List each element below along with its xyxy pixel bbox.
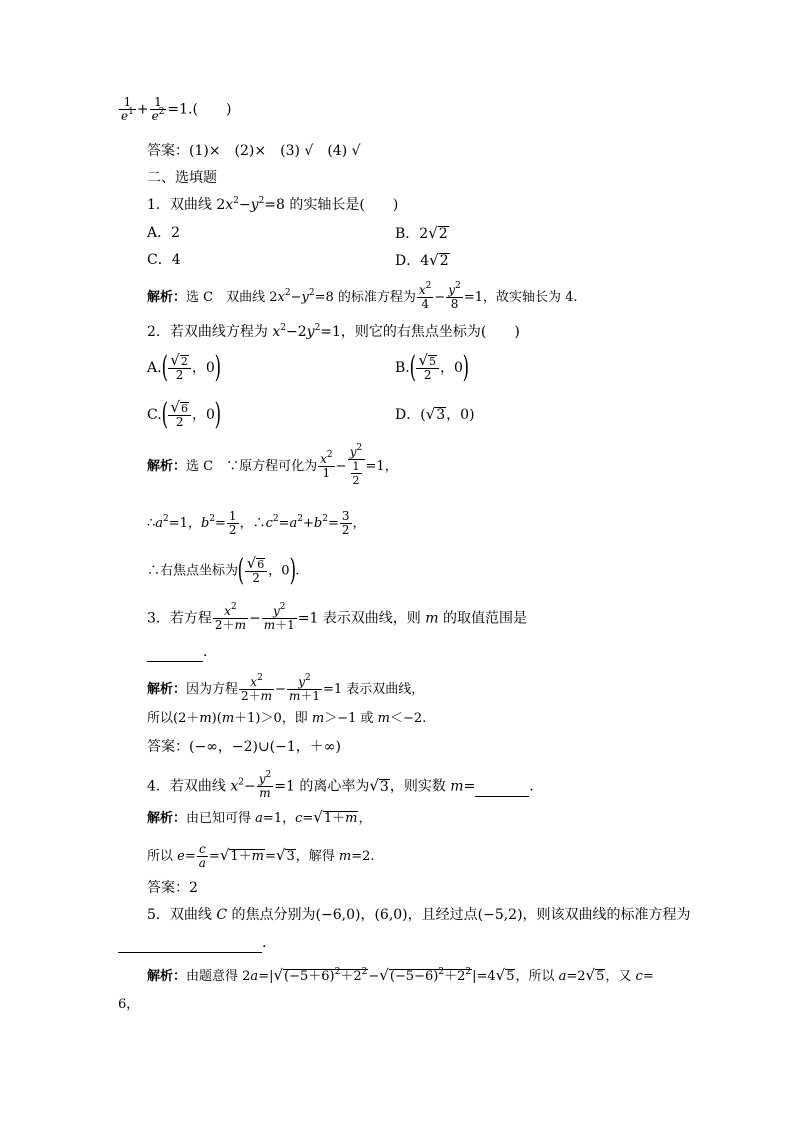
continuation-item: $\frac{1}{e^1}$ + $\frac{1}{e^2}$ =1.( )	[121, 95, 232, 123]
q2-option-d: D．(√3，0)	[395, 405, 475, 423]
question-2-stem: 2．若双曲线方程为 $x^2-2y^2=1$，则它的右焦点坐标为( )	[147, 323, 520, 340]
q4-answer: 答案：2	[147, 880, 198, 896]
q1-solution: 解析：选 C 双曲线 $2x^2-y^2=8$ 的标准方程为 $\frac{x^2}{4}$ − $\frac{y^2}{8}$ =1，故实轴长为 4.	[147, 281, 578, 311]
answer-1: 答案：(1)× (2)× (3) √ (4) √	[147, 143, 361, 159]
q1-option-b: B．2√2	[395, 224, 448, 242]
q3-answer-blank: .	[147, 643, 207, 662]
q1-option-c: C．4	[147, 252, 181, 268]
q2-option-b: B.( $\frac{√5}{2}$ ，0)	[395, 350, 470, 385]
q1-option-d: D．4√2	[395, 251, 449, 269]
q3-answer: 答案：(−∞，−2)∪(−1，＋∞)	[147, 739, 341, 755]
section-title: 二、选填题	[147, 170, 217, 186]
q2-solution-line-3: ∴右焦点坐标为( $\frac{√6}{2}$ ，0).	[147, 553, 300, 588]
question-1-stem: 1．双曲线 $2x^2-y^2=8$ 的实轴长是( )	[147, 196, 399, 213]
q2-solution-line-2: $\therefore a^2=1$，$b^2=$ $\frac{1}{2}$ ，$\therefore c^2=a^2+b^2=$ $\frac{3}{2}$ ，	[147, 509, 366, 537]
q5-answer-blank: .	[118, 934, 266, 953]
q5-solution-line-1: 解析：由题意得 $2a=|√(-5+6)^2+2^2-√(-5-6)^2+2^2|=4√5$，所以 a=2√5，又 c=	[147, 966, 654, 984]
q1-option-a: A．2	[147, 225, 181, 241]
q3-solution-line-1: 解析：因为方程 $\frac{x^2}{2+m}$ − $\frac{y^2}{m+1}$ =1 表示双曲线，	[147, 673, 425, 703]
q3-solution-line-2: 所以(2＋m)(m＋1)＞0，即 m＞−1 或 m＜−2.	[147, 711, 427, 726]
q2-solution-line-1: 解析：选 C ∵原方程可化为 $\frac{x^2}{1}$ − $\frac{y^2}{\frac{1}{2}}$ =1，	[147, 443, 398, 487]
q4-solution-line-2: 所以 e= $\frac{c}{a}$ =√1＋m=√3，解得 m=2.	[147, 842, 375, 870]
q2-option-c: C.( $\frac{√6}{2}$ ，0)	[147, 397, 221, 432]
q4-solution-line-1: 解析：由已知可得 a=1，c=√1＋m，	[147, 808, 372, 826]
question-3-stem: 3．若方程 $\frac{x^2}{2+m}$ − $\frac{y^2}{m+1}$ =1 表示双曲线，则 m 的取值范围是	[147, 602, 527, 632]
question-4-stem: 4．若双曲线 $x^2-$ $\frac{y^2}{m}$ =1 的离心率为√3，则实数 m= .	[147, 770, 534, 800]
fraction: $\frac{1}{e^2}$	[151, 95, 165, 123]
fraction: $\frac{1}{e^1}$	[121, 95, 134, 123]
question-5-stem: 5．双曲线 C 的焦点分别为(−6,0)，(6,0)，且经过点(−5,2)，则该双曲线的标准方程为	[147, 907, 691, 923]
q2-option-a: A.( $\frac{√2}{2}$ ，0)	[147, 350, 221, 385]
q5-solution-line-2: 6，	[118, 997, 140, 1012]
